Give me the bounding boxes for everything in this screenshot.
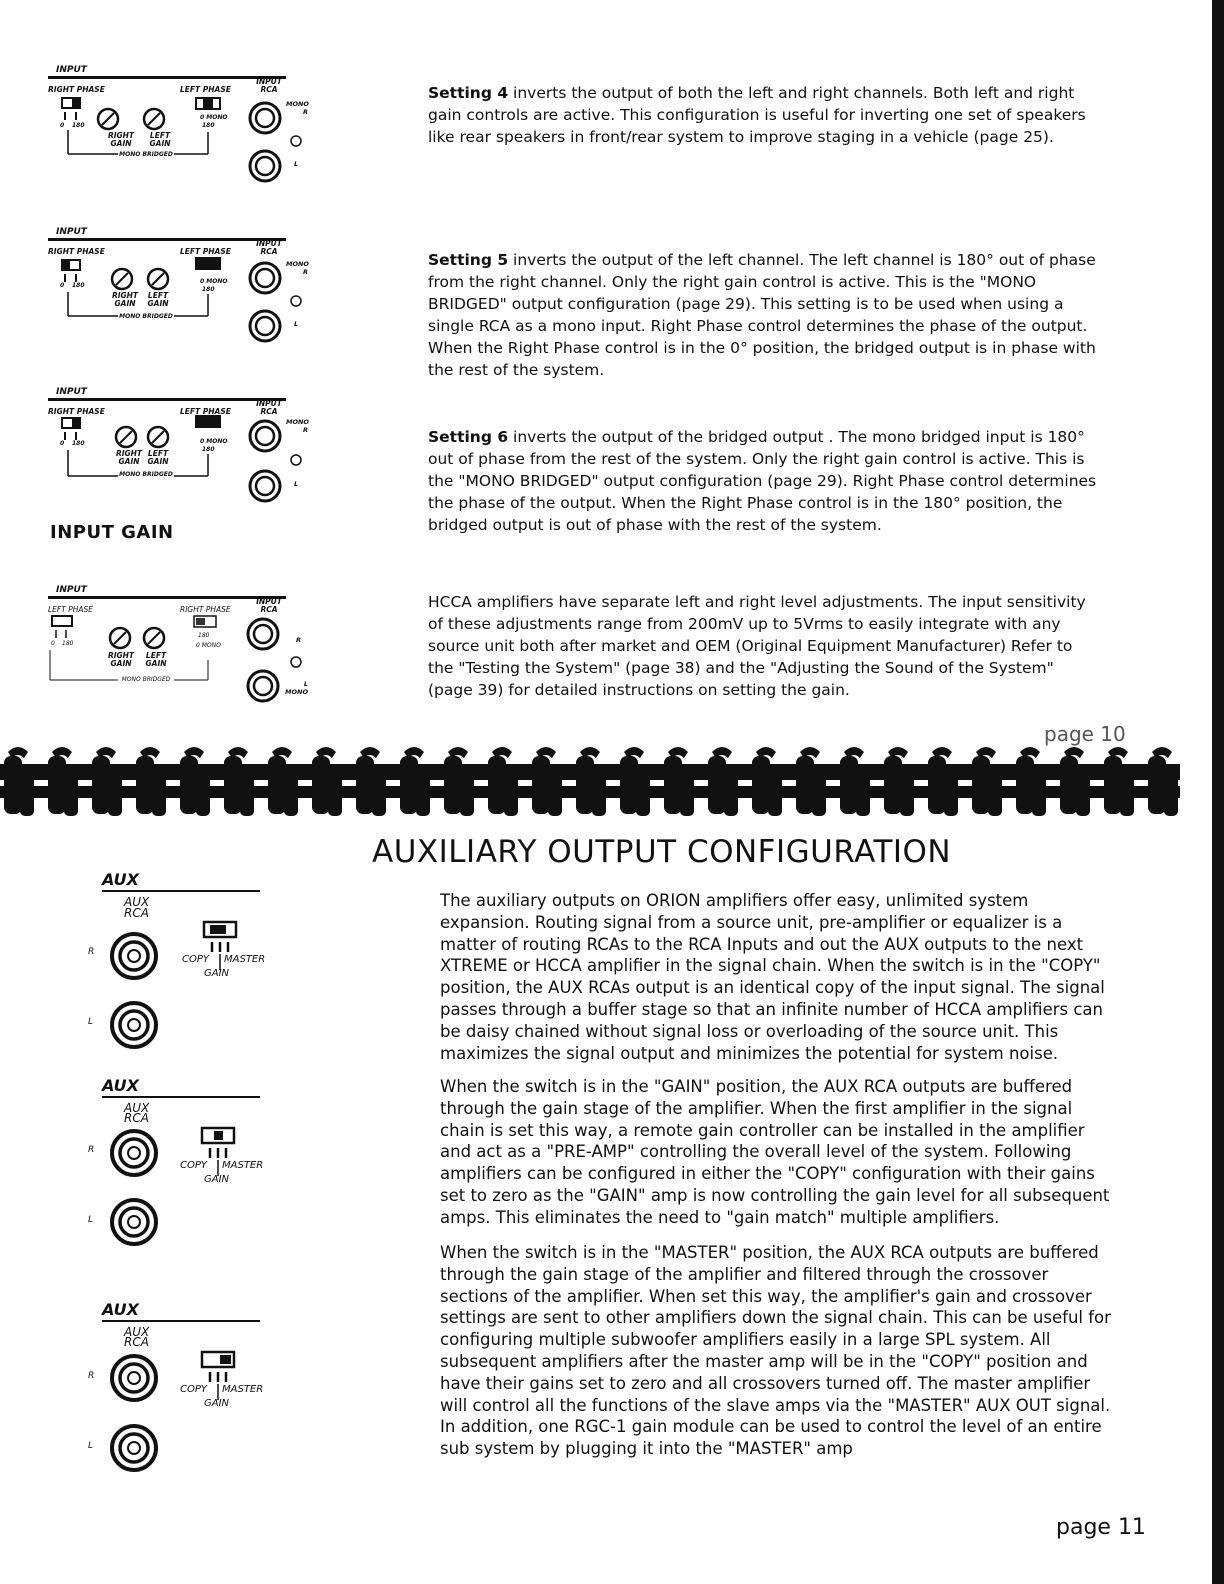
aux-panel-gain bbox=[88, 1076, 302, 1276]
banner-pattern bbox=[4, 747, 1178, 816]
aux-panel-copy bbox=[88, 870, 302, 1070]
panel-title: INPUT bbox=[56, 387, 87, 397]
mono-scale: 180 bbox=[202, 446, 215, 453]
panel-title: INPUT bbox=[56, 65, 87, 75]
aux-gain-label: GAIN bbox=[204, 1174, 230, 1185]
aux-paragraph-master: When the switch is in the "MASTER" position, the AUX RCA outputs are buffered through the gain stage of the amplifier and filtered through the crossover sections of the amplifier. When set this way, the amplifier's gain and crossover settings are sent to other amplifiers down the signal chain. This can be useful for configuring multiple subwoofer amplifiers easily in a large SPL system. All subsequent amplifiers after the master amp will be in the "COPY" position and have their gains set to zero and all crossovers turned off. The master amplifier will control all the functions of the slave amps via the "MASTER" AUX OUT signal. In addition, one RGC-1 gain module can be used to control the level of an entire sub system by plugging it into the "MASTER" amp bbox=[440, 1243, 1111, 1459]
aux-rca-label-2: RCA bbox=[124, 1335, 149, 1349]
knob2-label: LEFT GAIN bbox=[145, 651, 167, 668]
mono-switch-label: 0 MONO bbox=[200, 114, 228, 121]
bracket-label: MONO BRIDGED bbox=[118, 677, 174, 684]
jack-top-label: MONO R bbox=[286, 100, 309, 116]
right-switch-label: LEFT PHASE bbox=[180, 85, 231, 94]
rca-label: INPUT RCA bbox=[256, 77, 282, 94]
aux-copy-label: COPY bbox=[180, 1384, 207, 1395]
mono-switch-label: 0 MONO bbox=[200, 438, 228, 445]
scale-180: 180 bbox=[72, 440, 85, 447]
aux-copy-label: COPY bbox=[182, 954, 209, 965]
aux-master-label: MASTER bbox=[222, 1384, 264, 1395]
aux-title: AUX bbox=[102, 870, 139, 889]
aux-gain-label: GAIN bbox=[204, 968, 230, 979]
rca-label: INPUT RCA bbox=[256, 239, 282, 256]
aux-l-label: L bbox=[88, 1017, 94, 1027]
input-panel-setting-5 bbox=[48, 227, 318, 360]
aux-gain-label: GAIN bbox=[204, 1398, 230, 1409]
mono-scale: 180 bbox=[202, 286, 215, 293]
aux-master-label: MASTER bbox=[224, 954, 266, 965]
setting-4-paragraph bbox=[428, 82, 1100, 148]
aux-l-label: L bbox=[88, 1215, 94, 1225]
mono-scale: 180 bbox=[198, 632, 210, 639]
bracket-label: MONO BRIDGED bbox=[119, 471, 173, 478]
banner-page-label: page 10 bbox=[1044, 722, 1126, 746]
rca-label: INPUT RCA bbox=[256, 399, 282, 416]
aux-title: AUX bbox=[102, 1300, 139, 1319]
panel-title: INPUT bbox=[56, 227, 87, 237]
mono-scale: 180 bbox=[202, 122, 215, 129]
aux-r-label: R bbox=[88, 1371, 95, 1381]
jack-top-label: MONO R bbox=[286, 260, 309, 276]
panel-title: INPUT bbox=[56, 585, 87, 595]
scale-0: 0 bbox=[60, 122, 65, 129]
aux-r-label: R bbox=[88, 947, 95, 957]
jack-top-label: R bbox=[296, 636, 302, 644]
aux-section-heading: AUXILIARY OUTPUT CONFIGURATION bbox=[372, 834, 952, 870]
left-switch-label: RIGHT PHASE bbox=[48, 247, 105, 256]
scale-0: 0 bbox=[51, 640, 55, 647]
scale-0: 0 bbox=[60, 282, 65, 289]
jack-top-label: MONO R bbox=[286, 418, 309, 434]
knob1-label: RIGHT GAIN bbox=[107, 131, 135, 148]
panel-graphic bbox=[48, 65, 318, 198]
aux-paragraph-gain: When the switch is in the "GAIN" position, the AUX RCA outputs are buffered through the gain stage of the amplifier. When the first amplifier in the signal chain is set this way, a remote gain controller can be installed in the amplifier and act as a "PRE-AMP" controlling the overall level of the system. Following amplifiers can be configured in either the "COPY" configuration with their gains set to zero as the "GAIN" amp is now controlling the gain level for all subsequent amps. This eliminates the need to "gain match" multiple amplifiers. bbox=[440, 1077, 1110, 1227]
input-panel-gain bbox=[48, 585, 318, 718]
setting-5-paragraph bbox=[428, 249, 1100, 381]
aux-rca-label-1: AUX bbox=[124, 1325, 150, 1339]
knob1-label: RIGHT GAIN bbox=[107, 651, 135, 668]
knob1-label: RIGHT GAIN bbox=[115, 449, 143, 466]
left-switch-label: RIGHT PHASE bbox=[48, 407, 105, 416]
knob2-label: LEFT GAIN bbox=[147, 449, 169, 466]
input-gain-paragraph: HCCA amplifiers have separate left and right level adjustments. The input sensitivity of these adjustments range from 200mV up to 5Vrms to easily integrate with any source unit both after market and OEM (Original Equipment Manufacturer) Refer to the "Testing the System" (page 38) and the "Adjusting the Sound of the System" (page 39) for detailed instructions on setting the gain. bbox=[428, 593, 1086, 699]
left-switch-label: LEFT PHASE bbox=[48, 605, 93, 614]
bracket-label: MONO BRIDGED bbox=[119, 313, 173, 320]
setting-5-title: Setting 5 bbox=[428, 251, 509, 269]
left-switch-label: RIGHT PHASE bbox=[48, 85, 105, 94]
input-panel-setting-4 bbox=[48, 65, 318, 198]
panel-graphic bbox=[48, 387, 318, 520]
aux-rca-label-1: AUX bbox=[124, 1101, 150, 1115]
setting-6-text: inverts the output of the bridged output . The mono bridged input is 180° out of phase from the rest of the system. Only the right gain control is active. This is the "MONO BRIDGED" output configuration (page 29). Right Phase control determines the phase of the output. When the Right Phase control is in the 180° position, the bridged output is out of phase with the rest of the system. bbox=[428, 428, 1097, 534]
mono-switch-label: 0 MONO bbox=[200, 278, 228, 285]
scale-0: 0 bbox=[60, 440, 65, 447]
setting-6-title: Setting 6 bbox=[428, 428, 509, 446]
knob1-label: RIGHT GAIN bbox=[111, 291, 139, 308]
aux-title: AUX bbox=[102, 1076, 139, 1095]
jack-bottom-label: L bbox=[294, 320, 299, 328]
input-gain-heading: INPUT GAIN bbox=[50, 522, 174, 543]
aux-copy-label: COPY bbox=[180, 1160, 207, 1171]
panel-graphic bbox=[48, 585, 318, 718]
decorative-banner bbox=[0, 742, 1224, 832]
aux-rca-label-2: RCA bbox=[124, 1111, 149, 1125]
aux-paragraph-copy: The auxiliary outputs on ORION amplifiers offer easy, unlimited system expansion. Routing signal from a source unit, pre-amplifier or equalizer is a matter of routing RCAs to the RCA Inputs and out the AUX outputs to the next XTREME or HCCA amplifier in the signal chain. When the switch is in the "COPY" position, the AUX RCAs output is an identical copy of the input signal. The signal passes through a buffer stage so that an infinite number of HCCA amplifiers can be daisy chained without signal loss or overloading of the source unit. This maximizes the signal output and minimizes the potential for system noise. bbox=[440, 891, 1105, 1063]
aux-r-label: R bbox=[88, 1145, 95, 1155]
page-number: page 11 bbox=[1056, 1515, 1146, 1540]
aux-master-label: MASTER bbox=[222, 1160, 264, 1171]
right-switch-label: LEFT PHASE bbox=[180, 407, 231, 416]
jack-bottom-label: L bbox=[294, 160, 299, 168]
knob2-label: LEFT GAIN bbox=[147, 291, 169, 308]
right-switch-label: LEFT PHASE bbox=[180, 247, 231, 256]
scale-180: 180 bbox=[72, 122, 85, 129]
bracket-label: MONO BRIDGED bbox=[119, 151, 173, 158]
aux-rca-label-1: AUX bbox=[124, 895, 150, 909]
aux-rca-label-2: RCA bbox=[124, 906, 149, 920]
setting-4-text: inverts the output of both the left and right channels. Both left and right gain controls are active. This configuration is useful for inverting one set of speakers like rear speakers in front/rear system to improve staging in a vehicle (page 25). bbox=[428, 84, 1086, 146]
mono-switch-label: 0 MONO bbox=[196, 642, 221, 649]
setting-5-text: inverts the output of the left channel. The left channel is 180° out of phase from the right channel. Only the right gain control is active. This is the "MONO BRIDGED" output configuration (page 29). This setting is to be used when using a single RCA as a mono input. Right Phase control determines the phase of the output. When the Right Phase control is in the 0° position, the bridged output is in phase with the rest of the system. bbox=[428, 251, 1096, 379]
right-switch-label: RIGHT PHASE bbox=[180, 605, 231, 614]
aux-panel-master bbox=[88, 1300, 302, 1500]
jack-bottom-label: L bbox=[294, 480, 299, 488]
rca-label: INPUT RCA bbox=[256, 597, 282, 614]
setting-6-paragraph bbox=[428, 426, 1100, 536]
setting-4-title: Setting 4 bbox=[428, 84, 509, 102]
jack-bottom-label: L MONO bbox=[285, 680, 308, 696]
scale-180: 180 bbox=[72, 282, 85, 289]
panel-graphic bbox=[48, 227, 318, 360]
input-panel-setting-6 bbox=[48, 387, 318, 520]
knob2-label: LEFT GAIN bbox=[149, 131, 171, 148]
aux-l-label: L bbox=[88, 1441, 94, 1451]
scale-180: 180 bbox=[62, 640, 74, 647]
